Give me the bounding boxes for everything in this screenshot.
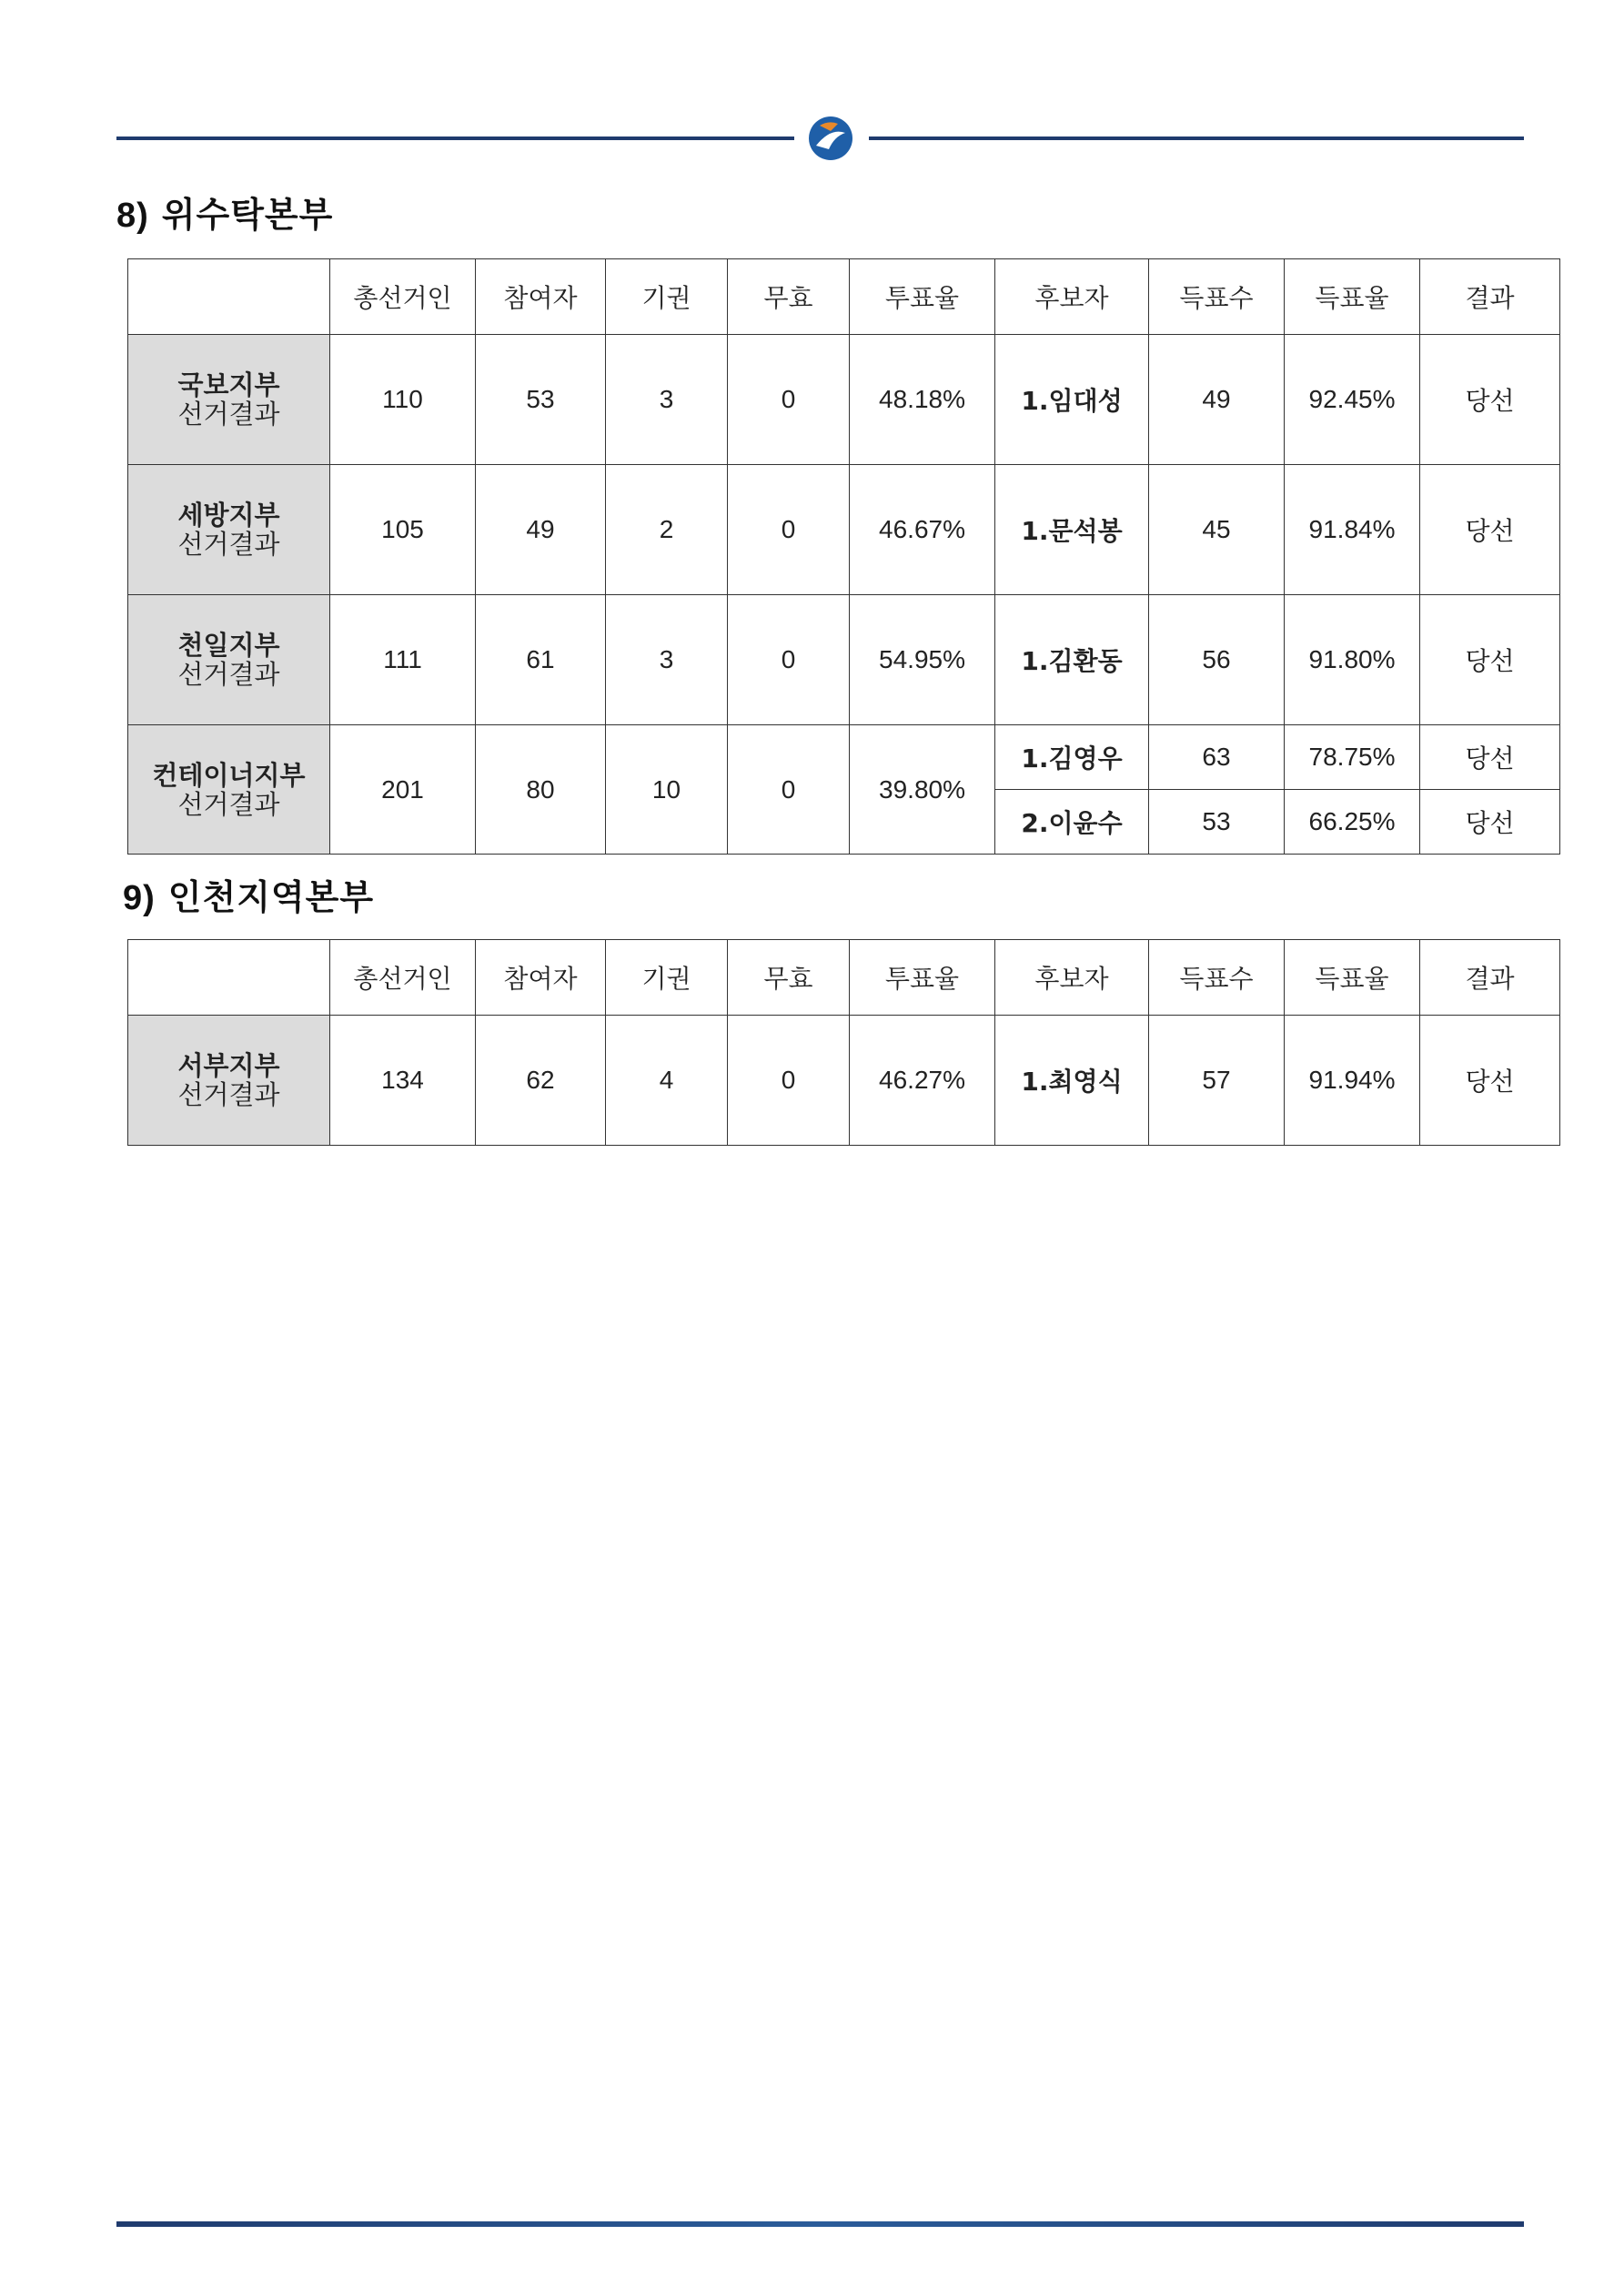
col-header: 투표율 <box>850 940 995 1016</box>
abstentions: 4 <box>606 1016 728 1146</box>
invalid-votes: 0 <box>728 725 850 855</box>
branch-name: 서부지부 <box>177 1050 280 1081</box>
table-row <box>128 595 1560 725</box>
section-number: 8) <box>116 197 149 235</box>
table-header-row <box>128 940 1560 1016</box>
participants: 53 <box>476 335 606 465</box>
col-header: 기권 <box>606 940 728 1016</box>
section-name: 인천지역본부 <box>167 877 375 917</box>
col-header: 득표율 <box>1285 940 1420 1016</box>
candidate-name: 1.김환동 <box>995 595 1149 725</box>
result: 당선 <box>1420 1016 1560 1146</box>
invalid-votes: 0 <box>728 595 850 725</box>
footer-rule <box>116 2221 1524 2227</box>
total-voters: 105 <box>330 465 476 595</box>
invalid-votes: 0 <box>728 465 850 595</box>
col-header: 총선거인 <box>330 259 476 335</box>
branch-name: 세방지부 <box>177 500 280 531</box>
candidate-name: 1.최영식 <box>995 1016 1149 1146</box>
col-header: 참여자 <box>476 940 606 1016</box>
candidate-name: 1.문석봉 <box>995 465 1149 595</box>
branch-subtitle: 선거결과 <box>177 529 280 560</box>
abstentions: 3 <box>606 595 728 725</box>
table-row <box>128 465 1560 595</box>
branch-cell <box>128 465 330 595</box>
col-header: 득표수 <box>1149 940 1285 1016</box>
candidate-votes: 45 <box>1149 465 1285 595</box>
header-rule-right <box>869 137 1524 140</box>
col-header: 총선거인 <box>330 940 476 1016</box>
invalid-votes: 0 <box>728 1016 850 1146</box>
candidate-rate: 91.94% <box>1285 1016 1420 1146</box>
col-header: 결과 <box>1420 940 1560 1016</box>
result: 당선 <box>1420 725 1560 790</box>
table-row <box>128 725 1560 790</box>
participants: 49 <box>476 465 606 595</box>
turnout: 54.95% <box>850 595 995 725</box>
branch-name: 천일지부 <box>177 630 280 661</box>
branch-cell <box>128 335 330 465</box>
total-voters: 110 <box>330 335 476 465</box>
turnout: 46.27% <box>850 1016 995 1146</box>
candidate-name: 1.임대성 <box>995 335 1149 465</box>
candidate-votes: 57 <box>1149 1016 1285 1146</box>
candidate-rate: 78.75% <box>1285 725 1420 790</box>
branch-subtitle: 선거결과 <box>177 399 280 430</box>
branch-cell <box>128 595 330 725</box>
col-header: 득표율 <box>1285 259 1420 335</box>
section-name: 위수탁본부 <box>161 195 334 235</box>
table-row <box>128 335 1560 465</box>
candidate-rate: 66.25% <box>1285 790 1420 855</box>
participants: 80 <box>476 725 606 855</box>
candidate-votes: 49 <box>1149 335 1285 465</box>
section-title-8 <box>116 187 333 237</box>
total-voters: 201 <box>330 725 476 855</box>
table-row <box>128 1016 1560 1146</box>
candidate-votes: 56 <box>1149 595 1285 725</box>
participants: 61 <box>476 595 606 725</box>
results-table-9 <box>127 939 1560 1146</box>
result: 당선 <box>1420 335 1560 465</box>
total-voters: 134 <box>330 1016 476 1146</box>
branch-subtitle: 선거결과 <box>177 1079 280 1110</box>
turnout: 39.80% <box>850 725 995 855</box>
results-table-8 <box>127 258 1560 855</box>
logo-icon <box>807 115 854 162</box>
corner-cell <box>128 940 330 1016</box>
col-header: 후보자 <box>995 259 1149 335</box>
abstentions: 2 <box>606 465 728 595</box>
result: 당선 <box>1420 465 1560 595</box>
turnout: 48.18% <box>850 335 995 465</box>
invalid-votes: 0 <box>728 335 850 465</box>
col-header: 무효 <box>728 940 850 1016</box>
branch-subtitle: 선거결과 <box>177 659 280 690</box>
candidate-rate: 91.84% <box>1285 465 1420 595</box>
candidate-votes: 63 <box>1149 725 1285 790</box>
section-number: 9) <box>123 879 156 917</box>
candidate-name: 2.이윤수 <box>995 790 1149 855</box>
candidate-rate: 91.80% <box>1285 595 1420 725</box>
turnout: 46.67% <box>850 465 995 595</box>
col-header: 투표율 <box>850 259 995 335</box>
total-voters: 111 <box>330 595 476 725</box>
branch-name: 국보지부 <box>177 369 280 400</box>
table-header-row <box>128 259 1560 335</box>
branch-cell <box>128 1016 330 1146</box>
abstentions: 10 <box>606 725 728 855</box>
section-title-9 <box>123 869 374 919</box>
col-header: 기권 <box>606 259 728 335</box>
corner-cell <box>128 259 330 335</box>
abstentions: 3 <box>606 335 728 465</box>
col-header: 무효 <box>728 259 850 335</box>
header-rule-left <box>116 137 794 140</box>
result: 당선 <box>1420 595 1560 725</box>
col-header: 참여자 <box>476 259 606 335</box>
col-header: 결과 <box>1420 259 1560 335</box>
col-header: 후보자 <box>995 940 1149 1016</box>
branch-cell <box>128 725 330 855</box>
branch-subtitle: 선거결과 <box>177 788 280 820</box>
candidate-votes: 53 <box>1149 790 1285 855</box>
result: 당선 <box>1420 790 1560 855</box>
branch-name: 컨테이너지부 <box>152 759 306 791</box>
participants: 62 <box>476 1016 606 1146</box>
col-header: 득표수 <box>1149 259 1285 335</box>
candidate-rate: 92.45% <box>1285 335 1420 465</box>
candidate-name: 1.김영우 <box>995 725 1149 790</box>
